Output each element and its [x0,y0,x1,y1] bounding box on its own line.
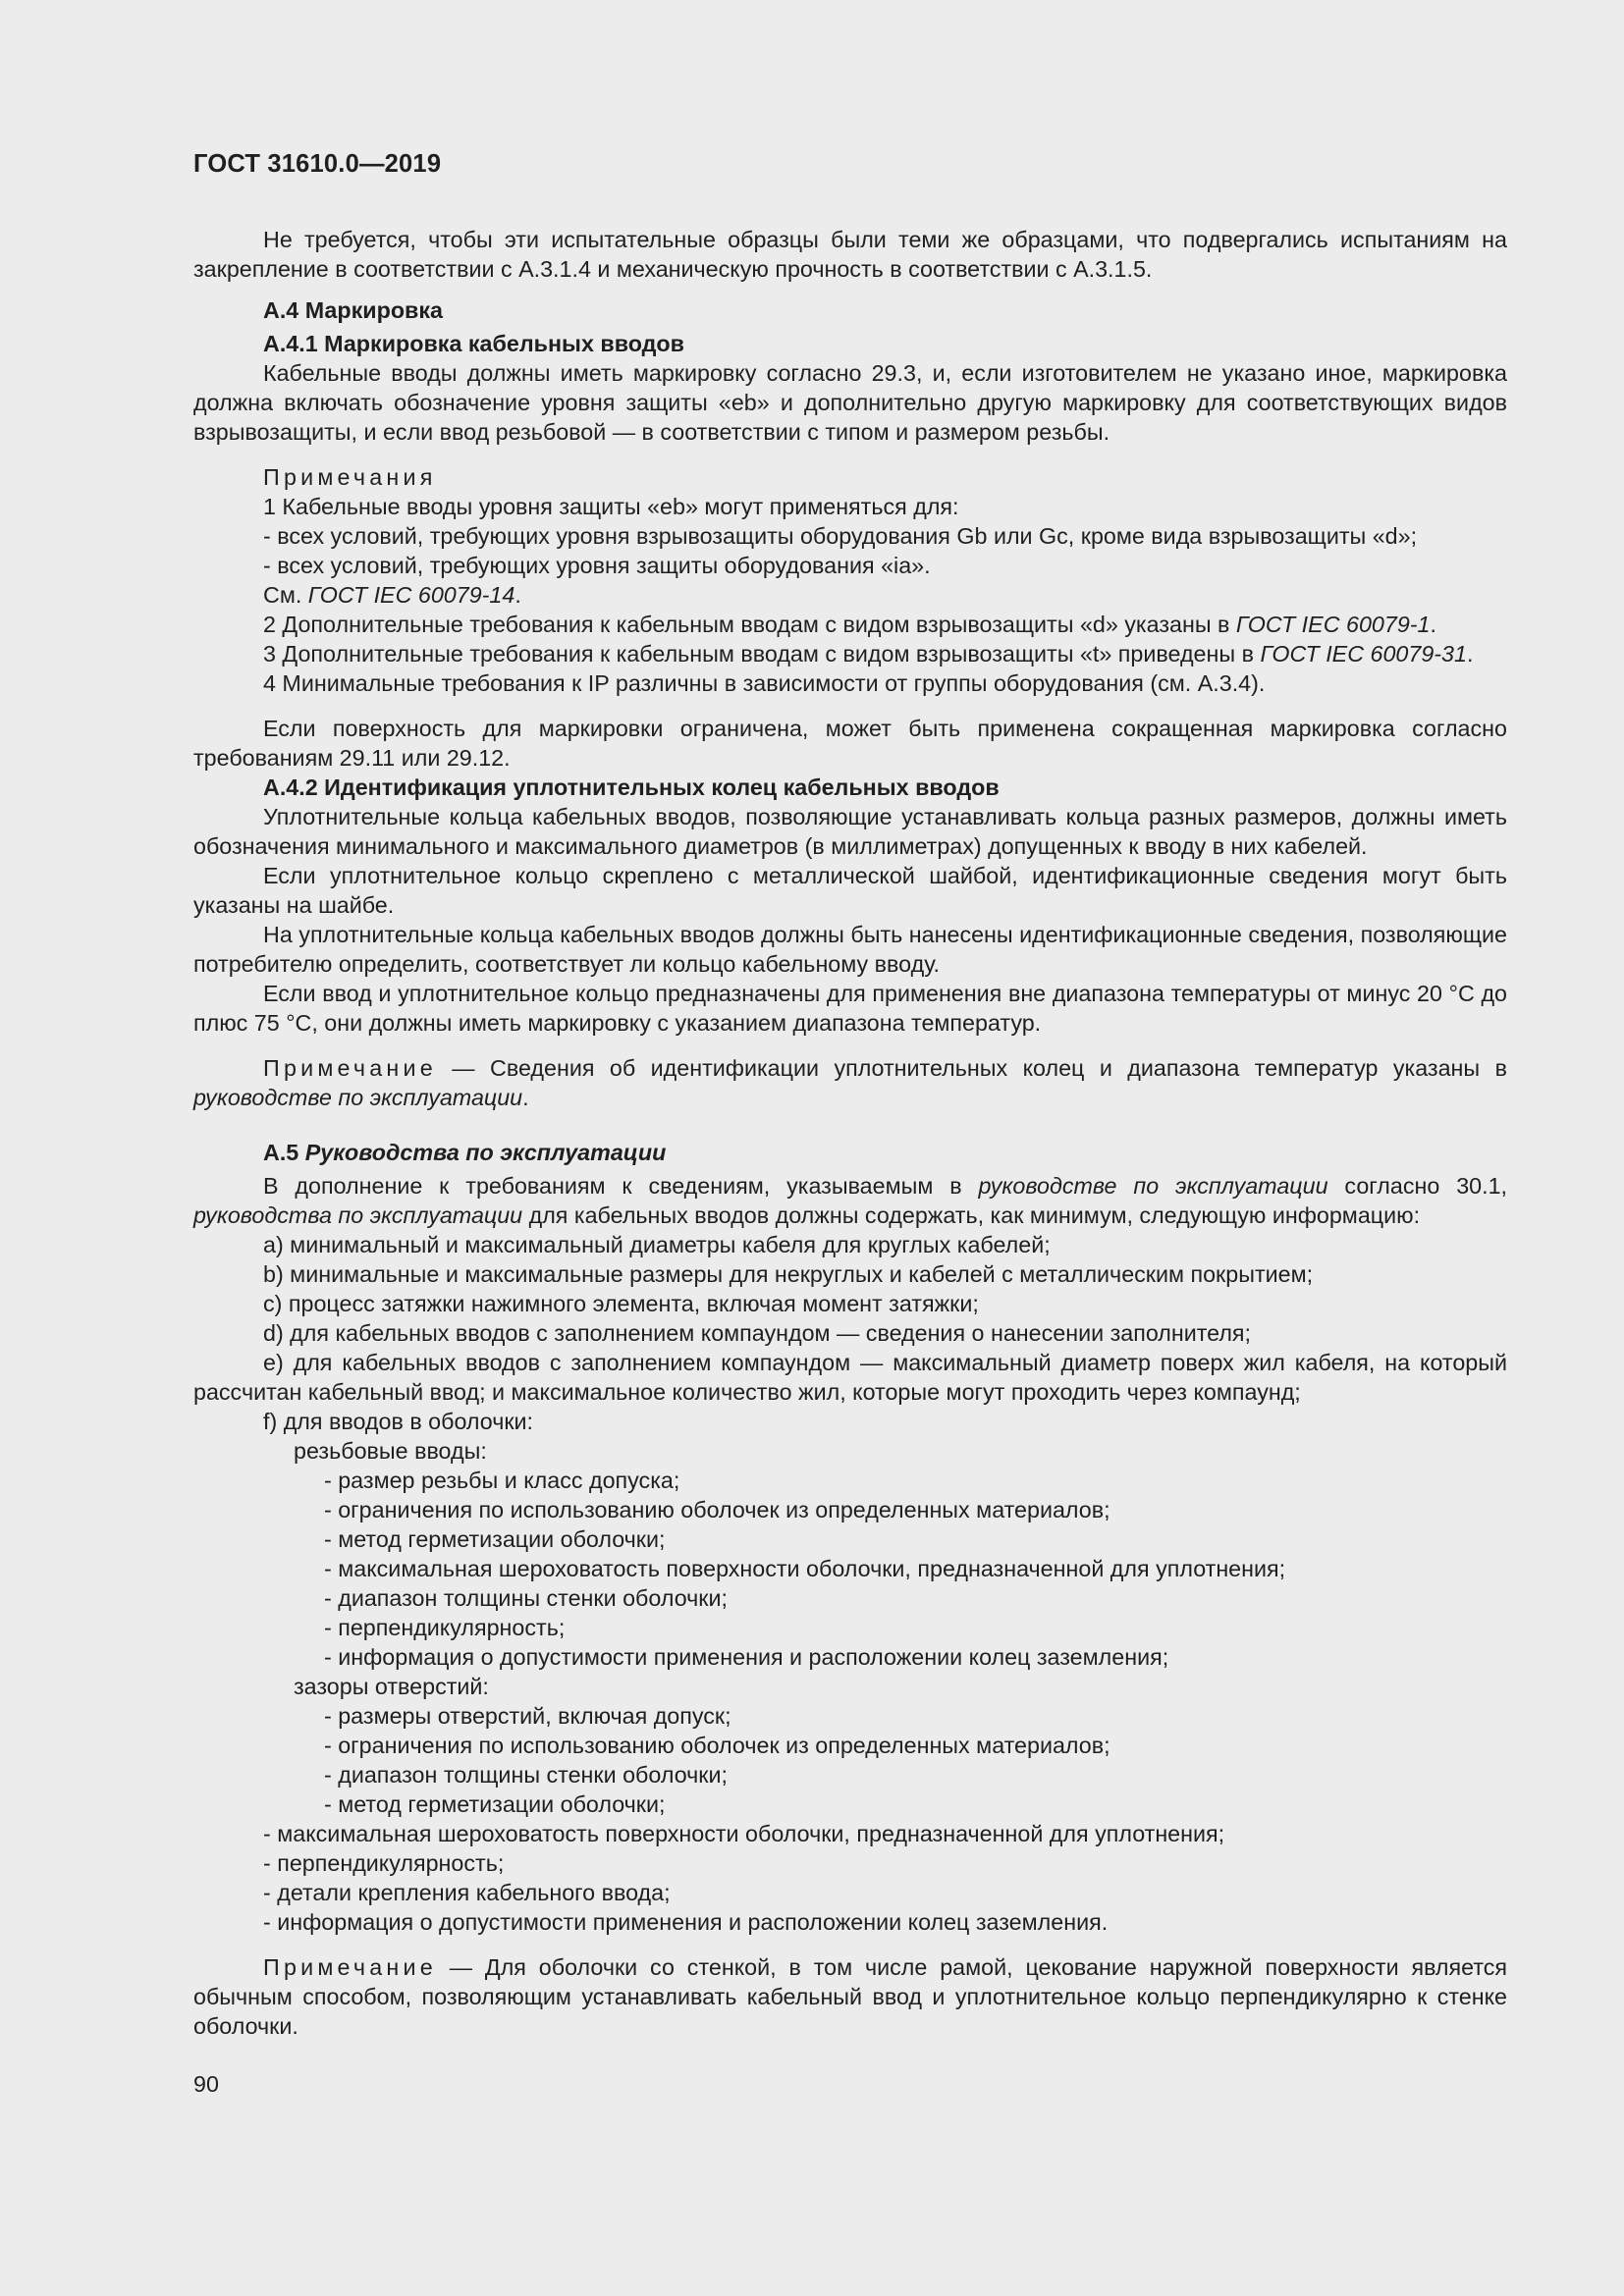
section-a42-paragraph-4: Если ввод и уплотнительное кольцо предназначены для применения вне диапазона температуры от минус 20 °С до плюс 75 °С, они должны иметь маркировку с указанием диапазона температур. [193,981,1507,1036]
note-2-ref: ГОСТ IEC 60079-1 [1235,612,1431,637]
section-a5-number: А.5 [263,1140,305,1165]
section-a42-note-text: — Сведения об идентификации уплотнительных колец и диапазона температур указаны в [436,1055,1507,1081]
section-a5-intro-c: для кабельных вводов должны содержать, как минимум, следующую информацию: [522,1202,1421,1228]
section-a5-note [193,1952,1507,2041]
section-a42-note [193,1053,1507,1112]
list-item: - перпендикулярность; [324,1615,566,1640]
section-a5-title: Руководства по эксплуатации [304,1140,667,1165]
section-a42-heading: А.4.2 Идентификация уплотнительных колец кабельных вводов [263,774,1000,800]
section-a5-intro-ref-2: руководства по эксплуатации [193,1202,523,1228]
section-a42-paragraph-2: Если уплотнительное кольцо скреплено с металлической шайбой, идентификационные сведения могут быть указаны на шайбе. [193,863,1507,918]
list-item-f: f) для вводов в оболочки: [263,1409,534,1434]
section-a41-text: Кабельные вводы должны иметь маркировку согласно 29.3, и, если изготовителем не указано иное, маркировка должна включать обозначение уровня защиты «eb» и дополнительно другую маркировку для соответствующих видов взрывозащиты, и если ввод резьбовой — в соответствии с типом и размером резьбы. [193,360,1507,445]
list-item: d) для кабельных вводов с заполнением компаундом — сведения о нанесении заполнителя; [263,1320,1252,1346]
note-3-text: 3 Дополнительные требования к кабельным вводам с видом взрывозащиты «t» приведены в [263,641,1261,667]
note-1-bullet-1: - всех условий, требующих уровня взрывозащиты оборудования Gb или Gc, кроме вида взрывозащиты «d»; [263,523,1418,549]
note-1-see-suffix: . [514,582,521,608]
section-a5-intro-b: согласно 30.1, [1327,1173,1508,1199]
section-a5-note-label: Примечание [263,1954,437,1980]
list-item: - диапазон толщины стенки оболочки; [324,1762,728,1788]
note-4: 4 Минимальные требования к IP различны в зависимости от группы оборудования (см. А.3.4). [263,670,1266,696]
section-a42-note-label: Примечание [263,1055,437,1081]
list-item: - максимальная шероховатость поверхности оболочки, предназначенной для уплотнения; [324,1556,1286,1581]
section-a4-heading: А.4 Маркировка [263,297,443,323]
section-a5-intro-a: В дополнение к требованиям к сведениям, указываемым в [263,1173,979,1199]
list-item: - размер резьбы и класс допуска; [324,1468,680,1493]
section-a42-paragraph-1: Уплотнительные кольца кабельных вводов, позволяющие устанавливать кольца разных размеров, должны иметь обозначения минимального и максимального диаметров (в миллиметрах) допущенных к вводу в них кабелей. [193,804,1507,859]
intro-paragraph: Не требуется, чтобы эти испытательные образцы были теми же образцами, что подвергались испытаниям на закрепление в соответствии с А.3.1.4 и механическую прочность в соответствии с А.3.1.5. [193,227,1507,282]
list-item: - максимальная шероховатость поверхности оболочки, предназначенной для уплотнения; [263,1821,1225,1846]
list-item: - информация о допустимости применения и расположении колец заземления; [324,1644,1169,1670]
list-item: c) процесс затяжки нажимного элемента, включая момент затяжки; [263,1291,979,1316]
section-a5-heading [193,1138,1507,1167]
document-header: ГОСТ 31610.0—2019 [193,150,442,178]
list-item: - диапазон толщины стенки оболочки; [324,1585,728,1611]
section-a5-note-text: — Для оболочки со стенкой, в том числе рамой, цекование наружной поверхности является обычным способом, позволяющим устанавливать кабельный ввод и уплотнительное кольцо перпендикулярно к стенке оболочки. [193,1954,1507,2039]
note-2-text: 2 Дополнительные требования к кабельным вводам с видом взрывозащиты «d» указаны в [263,612,1236,637]
list-item: - перпендикулярность; [263,1850,505,1876]
section-a42-note-suffix: . [522,1085,529,1110]
notes-title: Примечания [263,464,437,490]
note-1-see [193,580,1507,610]
list-item: - ограничения по использованию оболочек из определенных материалов; [324,1733,1110,1758]
list-item: - метод герметизации оболочки; [324,1526,666,1552]
note-3-suffix: . [1466,641,1474,667]
note-3 [193,639,1507,668]
list-item: - размеры отверстий, включая допуск; [324,1703,731,1729]
note-3-ref: ГОСТ IEC 60079-31 [1260,641,1467,667]
section-a41-heading: А.4.1 Маркировка кабельных вводов [263,331,684,356]
section-a5-intro [193,1171,1507,1230]
note-1-see-ref: ГОСТ IEC 60079-14 [307,582,515,608]
note-2 [193,610,1507,639]
list-item: - ограничения по использованию оболочек из определенных материалов; [324,1497,1110,1522]
list-item: b) минимальные и максимальные размеры для некруглых и кабелей с металлическим покрытием; [263,1261,1314,1287]
list-item: - информация о допустимости применения и расположении колец заземления. [263,1909,1109,1935]
note-1-see-prefix: См. [263,582,308,608]
list-item: - метод герметизации оболочки; [324,1791,666,1817]
section-a5-intro-ref-1: руководстве по эксплуатации [978,1173,1328,1199]
limited-marking-paragraph: Если поверхность для маркировки ограничена, может быть применена сокращенная маркировка согласно требованиям 29.11 или 29.12. [193,716,1507,771]
clearance-holes-label: зазоры отверстий: [294,1674,489,1699]
threaded-entries-label: резьбовые вводы: [294,1438,487,1464]
section-a42-paragraph-3: На уплотнительные кольца кабельных вводов должны быть нанесены идентификационные сведения, позволяющие потребителю определить, соответствует ли кольцо кабельному вводу. [193,922,1507,977]
note-1-bullet-2: - всех условий, требующих уровня защиты оборудования «ia». [263,553,931,578]
section-a42-note-ref: руководстве по эксплуатации [193,1085,523,1110]
note-2-suffix: . [1430,612,1436,637]
page-body [193,225,1507,2041]
list-item-e: e) для кабельных вводов с заполнением компаундом — максимальный диаметр поверх жил кабеля, на который рассчитан кабельный ввод; и максимальное количество жил, которые могут проходить через компаунд; [193,1350,1507,1405]
list-item: a) минимальный и максимальный диаметры кабеля для круглых кабелей; [263,1232,1051,1257]
note-1: 1 Кабельные вводы уровня защиты «eb» могут применяться для: [263,494,959,519]
page-number: 90 [193,2071,219,2097]
list-item: - детали крепления кабельного ввода; [263,1880,671,1905]
